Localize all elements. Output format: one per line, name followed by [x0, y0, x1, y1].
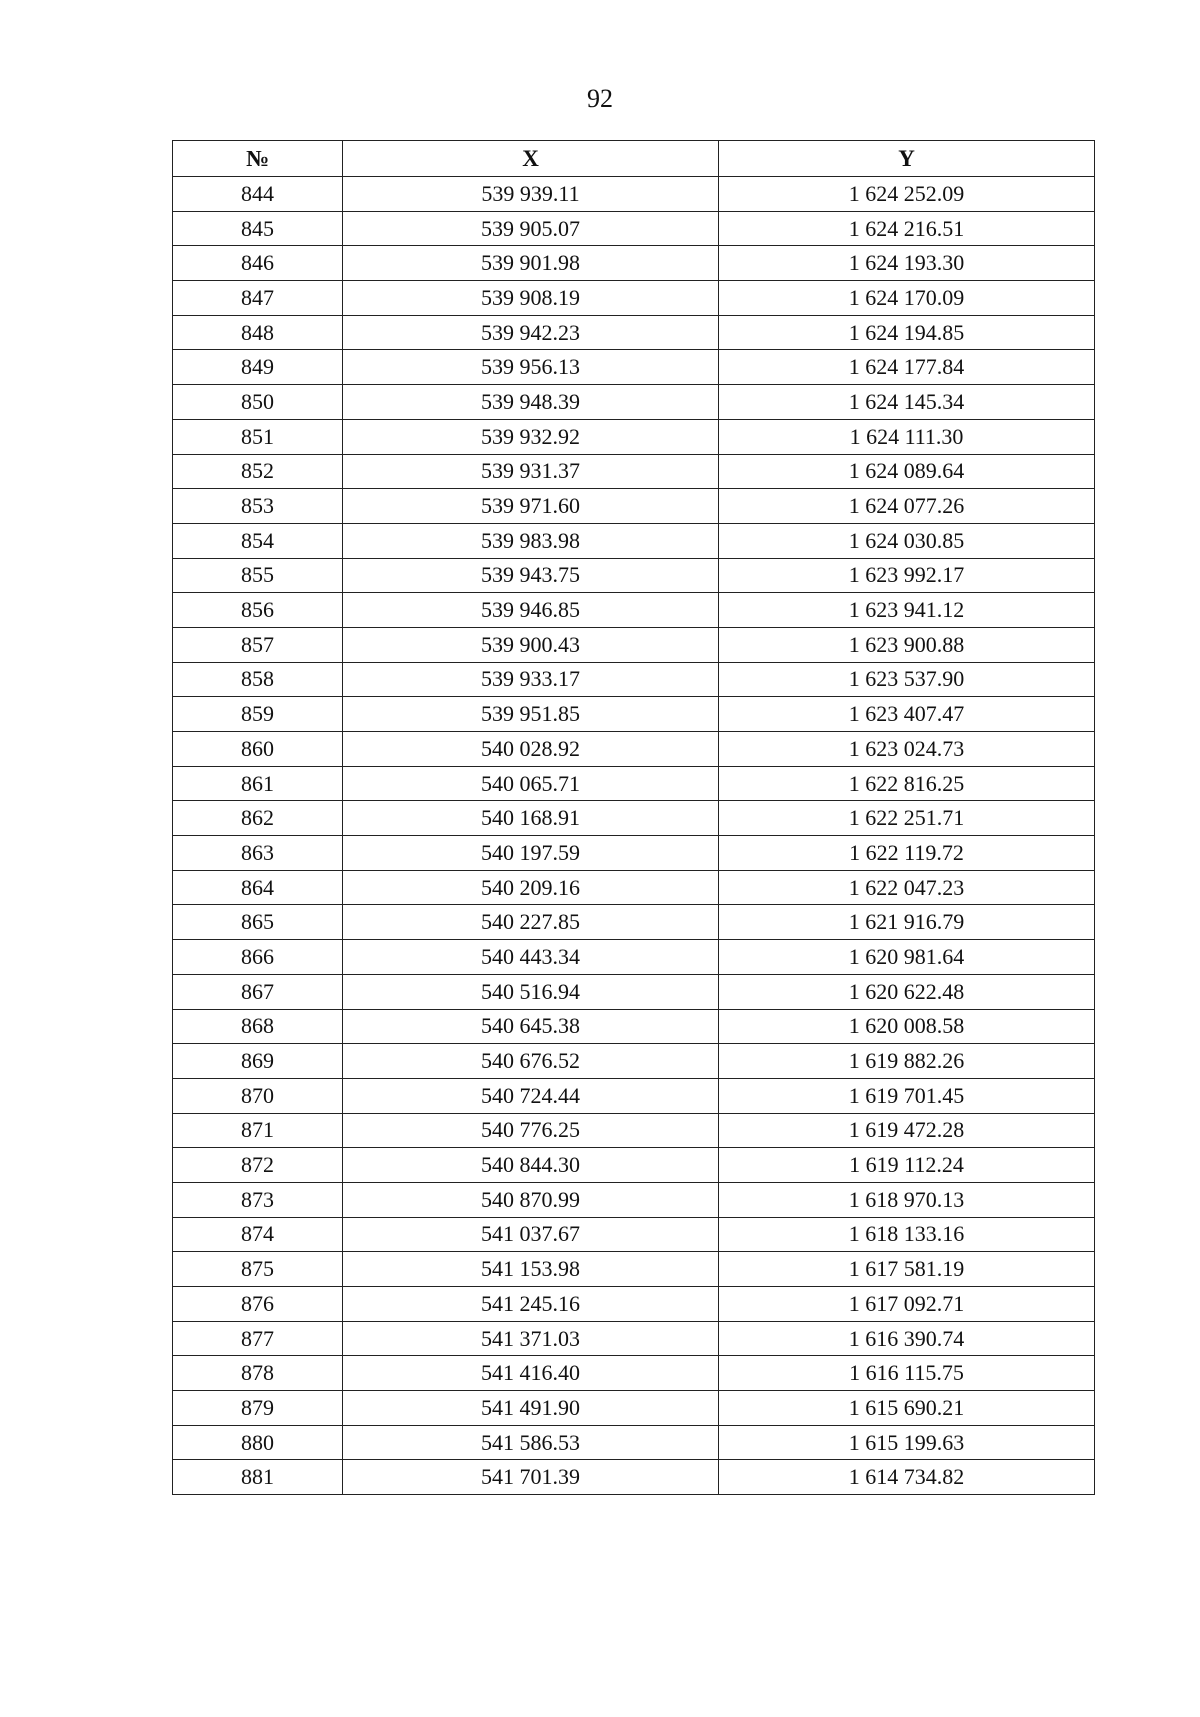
x-coordinate-cell: 539 901.98	[343, 246, 719, 281]
y-coordinate-cell: 1 619 472.28	[719, 1113, 1095, 1148]
x-coordinate-cell: 539 951.85	[343, 697, 719, 732]
x-coordinate-cell: 539 942.23	[343, 315, 719, 350]
x-coordinate-cell: 540 516.94	[343, 974, 719, 1009]
y-coordinate-cell: 1 618 133.16	[719, 1217, 1095, 1252]
table-row	[173, 697, 1095, 732]
y-coordinate-cell: 1 621 916.79	[719, 905, 1095, 940]
point-number-cell: 849	[173, 350, 343, 385]
table-row	[173, 1217, 1095, 1252]
table-body	[173, 177, 1095, 1495]
coordinates-table	[172, 140, 1095, 1495]
y-coordinate-cell: 1 622 047.23	[719, 870, 1095, 905]
table-row	[173, 1113, 1095, 1148]
table-row	[173, 419, 1095, 454]
point-number-cell: 866	[173, 940, 343, 975]
y-coordinate-cell: 1 624 177.84	[719, 350, 1095, 385]
y-coordinate-cell: 1 624 193.30	[719, 246, 1095, 281]
point-number-cell: 859	[173, 697, 343, 732]
point-number-cell: 874	[173, 1217, 343, 1252]
y-coordinate-cell: 1 620 008.58	[719, 1009, 1095, 1044]
point-number-cell: 862	[173, 801, 343, 836]
y-coordinate-cell: 1 624 170.09	[719, 281, 1095, 316]
point-number-cell: 858	[173, 662, 343, 697]
point-number-cell: 851	[173, 419, 343, 454]
x-coordinate-cell: 540 209.16	[343, 870, 719, 905]
x-coordinate-cell: 539 946.85	[343, 593, 719, 628]
table-row	[173, 870, 1095, 905]
y-coordinate-cell: 1 618 970.13	[719, 1182, 1095, 1217]
x-coordinate-cell: 539 983.98	[343, 523, 719, 558]
point-number-cell: 868	[173, 1009, 343, 1044]
x-coordinate-cell: 539 932.92	[343, 419, 719, 454]
x-coordinate-cell: 539 933.17	[343, 662, 719, 697]
x-coordinate-cell: 541 245.16	[343, 1287, 719, 1322]
table-row	[173, 627, 1095, 662]
point-number-cell: 871	[173, 1113, 343, 1148]
y-coordinate-cell: 1 620 622.48	[719, 974, 1095, 1009]
table-row	[173, 662, 1095, 697]
point-number-cell: 848	[173, 315, 343, 350]
table-row	[173, 1252, 1095, 1287]
x-coordinate-cell: 541 416.40	[343, 1356, 719, 1391]
y-coordinate-cell: 1 623 024.73	[719, 732, 1095, 767]
point-number-cell: 850	[173, 385, 343, 420]
point-number-cell: 854	[173, 523, 343, 558]
x-coordinate-cell: 540 028.92	[343, 732, 719, 767]
x-coordinate-cell: 540 443.34	[343, 940, 719, 975]
x-coordinate-cell: 540 676.52	[343, 1044, 719, 1079]
point-number-cell: 877	[173, 1321, 343, 1356]
table-row	[173, 1148, 1095, 1183]
table-row	[173, 246, 1095, 281]
table-row	[173, 1078, 1095, 1113]
point-number-cell: 860	[173, 732, 343, 767]
y-coordinate-cell: 1 624 216.51	[719, 211, 1095, 246]
point-number-cell: 880	[173, 1425, 343, 1460]
table-row	[173, 1425, 1095, 1460]
y-coordinate-cell: 1 623 537.90	[719, 662, 1095, 697]
x-coordinate-cell: 539 905.07	[343, 211, 719, 246]
table-row	[173, 315, 1095, 350]
x-coordinate-cell: 541 153.98	[343, 1252, 719, 1287]
point-number-cell: 876	[173, 1287, 343, 1322]
y-coordinate-cell: 1 619 701.45	[719, 1078, 1095, 1113]
y-coordinate-cell: 1 623 900.88	[719, 627, 1095, 662]
y-coordinate-cell: 1 615 199.63	[719, 1425, 1095, 1460]
table-row	[173, 1356, 1095, 1391]
point-number-cell: 872	[173, 1148, 343, 1183]
x-coordinate-cell: 540 776.25	[343, 1113, 719, 1148]
y-coordinate-cell: 1 624 252.09	[719, 177, 1095, 212]
x-coordinate-cell: 539 971.60	[343, 489, 719, 524]
y-coordinate-cell: 1 624 089.64	[719, 454, 1095, 489]
y-coordinate-cell: 1 620 981.64	[719, 940, 1095, 975]
column-header-y: Y	[719, 141, 1095, 177]
y-coordinate-cell: 1 624 111.30	[719, 419, 1095, 454]
point-number-cell: 861	[173, 766, 343, 801]
x-coordinate-cell: 540 227.85	[343, 905, 719, 940]
point-number-cell: 846	[173, 246, 343, 281]
point-number-cell: 865	[173, 905, 343, 940]
table-row	[173, 1009, 1095, 1044]
x-coordinate-cell: 539 943.75	[343, 558, 719, 593]
point-number-cell: 844	[173, 177, 343, 212]
table-header-row	[173, 141, 1095, 177]
x-coordinate-cell: 540 844.30	[343, 1148, 719, 1183]
y-coordinate-cell: 1 624 077.26	[719, 489, 1095, 524]
point-number-cell: 853	[173, 489, 343, 524]
y-coordinate-cell: 1 624 145.34	[719, 385, 1095, 420]
table-row	[173, 558, 1095, 593]
y-coordinate-cell: 1 617 092.71	[719, 1287, 1095, 1322]
x-coordinate-cell: 541 037.67	[343, 1217, 719, 1252]
column-header-x: X	[343, 141, 719, 177]
point-number-cell: 867	[173, 974, 343, 1009]
table-row	[173, 732, 1095, 767]
point-number-cell: 863	[173, 836, 343, 871]
table-row	[173, 350, 1095, 385]
y-coordinate-cell: 1 615 690.21	[719, 1391, 1095, 1426]
y-coordinate-cell: 1 623 941.12	[719, 593, 1095, 628]
x-coordinate-cell: 539 908.19	[343, 281, 719, 316]
x-coordinate-cell: 540 197.59	[343, 836, 719, 871]
y-coordinate-cell: 1 617 581.19	[719, 1252, 1095, 1287]
point-number-cell: 879	[173, 1391, 343, 1426]
point-number-cell: 852	[173, 454, 343, 489]
y-coordinate-cell: 1 624 030.85	[719, 523, 1095, 558]
point-number-cell: 857	[173, 627, 343, 662]
point-number-cell: 855	[173, 558, 343, 593]
table-row	[173, 1182, 1095, 1217]
point-number-cell: 864	[173, 870, 343, 905]
x-coordinate-cell: 540 870.99	[343, 1182, 719, 1217]
x-coordinate-cell: 541 586.53	[343, 1425, 719, 1460]
table-row	[173, 454, 1095, 489]
table-row	[173, 974, 1095, 1009]
x-coordinate-cell: 541 491.90	[343, 1391, 719, 1426]
y-coordinate-cell: 1 623 992.17	[719, 558, 1095, 593]
table-row	[173, 281, 1095, 316]
x-coordinate-cell: 540 065.71	[343, 766, 719, 801]
table-row	[173, 489, 1095, 524]
column-header-number: №	[173, 141, 343, 177]
y-coordinate-cell: 1 624 194.85	[719, 315, 1095, 350]
table-row	[173, 385, 1095, 420]
x-coordinate-cell: 540 645.38	[343, 1009, 719, 1044]
point-number-cell: 845	[173, 211, 343, 246]
table-row	[173, 905, 1095, 940]
y-coordinate-cell: 1 623 407.47	[719, 697, 1095, 732]
table-row	[173, 801, 1095, 836]
page-number: 92	[587, 84, 613, 113]
point-number-cell: 847	[173, 281, 343, 316]
y-coordinate-cell: 1 622 251.71	[719, 801, 1095, 836]
point-number-cell: 873	[173, 1182, 343, 1217]
table-row	[173, 211, 1095, 246]
x-coordinate-cell: 539 956.13	[343, 350, 719, 385]
y-coordinate-cell: 1 616 115.75	[719, 1356, 1095, 1391]
table-row	[173, 836, 1095, 871]
y-coordinate-cell: 1 614 734.82	[719, 1460, 1095, 1495]
y-coordinate-cell: 1 619 112.24	[719, 1148, 1095, 1183]
table-row	[173, 1460, 1095, 1495]
point-number-cell: 878	[173, 1356, 343, 1391]
y-coordinate-cell: 1 622 119.72	[719, 836, 1095, 871]
x-coordinate-cell: 539 939.11	[343, 177, 719, 212]
y-coordinate-cell: 1 619 882.26	[719, 1044, 1095, 1079]
table-row	[173, 1287, 1095, 1322]
y-coordinate-cell: 1 622 816.25	[719, 766, 1095, 801]
x-coordinate-cell: 540 724.44	[343, 1078, 719, 1113]
point-number-cell: 856	[173, 593, 343, 628]
x-coordinate-cell: 539 931.37	[343, 454, 719, 489]
point-number-cell: 869	[173, 1044, 343, 1079]
table-row	[173, 593, 1095, 628]
x-coordinate-cell: 539 900.43	[343, 627, 719, 662]
point-number-cell: 870	[173, 1078, 343, 1113]
table-row	[173, 1044, 1095, 1079]
table-row	[173, 1321, 1095, 1356]
y-coordinate-cell: 1 616 390.74	[719, 1321, 1095, 1356]
x-coordinate-cell: 541 701.39	[343, 1460, 719, 1495]
table-row	[173, 523, 1095, 558]
x-coordinate-cell: 540 168.91	[343, 801, 719, 836]
table-row	[173, 766, 1095, 801]
point-number-cell: 881	[173, 1460, 343, 1495]
point-number-cell: 875	[173, 1252, 343, 1287]
x-coordinate-cell: 541 371.03	[343, 1321, 719, 1356]
table-row	[173, 1391, 1095, 1426]
table-row	[173, 177, 1095, 212]
x-coordinate-cell: 539 948.39	[343, 385, 719, 420]
table-row	[173, 940, 1095, 975]
